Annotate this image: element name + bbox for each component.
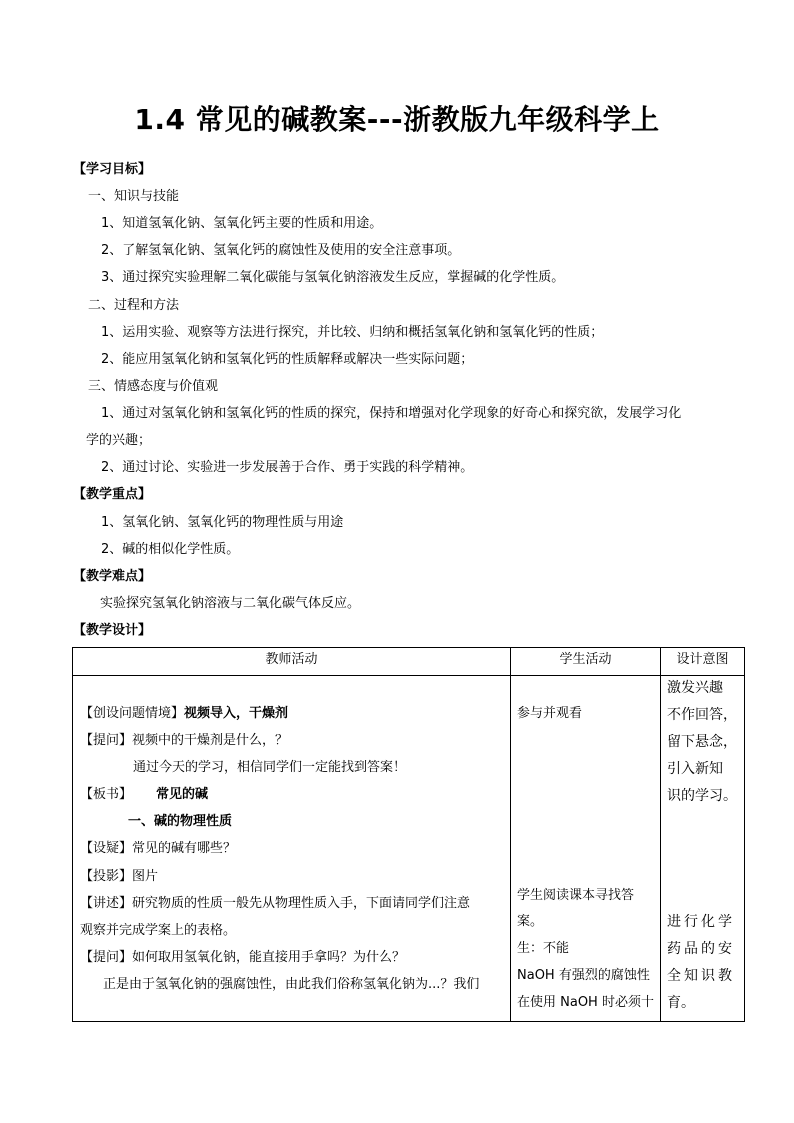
tag: 【创设问题情境】 (80, 706, 185, 721)
student-line: 案。 (517, 914, 544, 929)
difficulty-text: 实验探究氢氧化钠溶液与二氧化碳气体反应。 (100, 596, 361, 611)
attitude-item: 1、通过对氢氧化钠和氢氧化钙的性质的探究，保持和增强对化学现象的好奇心和探究欲，发展学习化 (101, 406, 682, 421)
tag: 【提问】 (80, 733, 133, 748)
intent-line: 识的学习。 (667, 788, 737, 804)
teacher-line (80, 733, 288, 749)
tag: 【设疑】 (80, 841, 133, 856)
knowledge-title: 一、知识与技能 (88, 189, 180, 204)
teacher-line (80, 950, 405, 966)
tag: 【讲述】 (80, 896, 133, 911)
intent-line: 引入新知 (667, 761, 723, 777)
tag: 【板书】 (80, 787, 133, 802)
teacher-line: 正是由于氢氧化钠的强腐蚀性，由此我们俗称氢氧化钠为...？我们 (103, 977, 480, 992)
line-text: 常见的碱 (156, 787, 209, 802)
lesson-design-table (72, 647, 745, 1022)
process-title: 二、过程和方法 (88, 298, 180, 313)
knowledge-item: 2、了解氢氧化钠、氢氧化钙的腐蚀性及使用的安全注意事项。 (101, 243, 461, 258)
line-text: 如何取用氢氧化钠，能直接用手拿吗？为什么？ (132, 950, 406, 965)
line-text: 常见的碱有哪些？ (132, 841, 237, 856)
line-text: 视频中的干燥剂是什么，？ (132, 733, 289, 748)
column-header-teacher: 教师活动 (73, 648, 511, 676)
keypoints-heading: 【教学重点】 (73, 487, 152, 502)
intent-line: 不作回答， (667, 707, 737, 723)
design-intent-cell (661, 676, 745, 1022)
design-heading: 【教学设计】 (73, 623, 152, 638)
teacher-line (80, 869, 158, 885)
intent-line: 激发兴趣 (667, 680, 723, 696)
intent-line: 进行化学 (667, 914, 735, 930)
student-line: NaOH 有强烈的腐蚀性 (517, 968, 650, 983)
student-line: 生：不能 (517, 941, 570, 956)
student-activity-cell (511, 676, 661, 1022)
intent-line: 药品的安 (667, 941, 735, 957)
teacher-activity-cell (73, 676, 511, 1022)
page-title: 1.4 常见的碱教案---浙教版九年级科学上 (134, 103, 660, 136)
intent-line: 留下悬念， (667, 734, 737, 750)
intent-line: 育。 (667, 995, 695, 1011)
difficulty-heading: 【教学难点】 (73, 569, 152, 584)
knowledge-item: 3、通过探究实验理解二氧化碳能与氢氧化钠溶液发生反应，掌握碱的化学性质。 (101, 270, 565, 285)
student-line: 在使用 NaOH 时必须十 (517, 995, 654, 1010)
table-header-row (73, 648, 745, 676)
teacher-line (80, 787, 208, 803)
line-text: 图片 (132, 869, 159, 884)
teacher-line (80, 706, 288, 722)
goals-heading: 【学习目标】 (73, 162, 152, 177)
knowledge-item: 1、知道氢氧化钠、氢氧化钙主要的性质和用途。 (101, 216, 383, 231)
teacher-line: 观察并完成学案上的表格。 (80, 923, 237, 938)
line-text: 研究物质的性质一般先从物理性质入手，下面请同学们注意 (132, 896, 471, 911)
teacher-line (80, 841, 236, 857)
column-header-student: 学生活动 (511, 648, 661, 676)
student-line: 学生阅读课本寻找答 (517, 888, 635, 903)
attitude-item: 2、通过讨论、实验进一步发展善于合作、勇于实践的科学精神。 (101, 460, 474, 475)
attitude-title: 三、情感态度与价值观 (88, 379, 219, 394)
process-item: 1、运用实验、观察等方法进行探究，并比较、归纳和概括氢氧化钠和氢氧化钙的性质； (101, 325, 604, 340)
keypoint-item: 1、氢氧化钠、氢氧化钙的物理性质与用途 (101, 515, 344, 530)
column-header-intent: 设计意图 (661, 648, 745, 676)
process-item: 2、能应用氢氧化钠和氢氧化钙的性质解释或解决一些实际问题； (101, 352, 474, 367)
keypoint-item: 2、碱的相似化学性质。 (101, 542, 240, 557)
table-row (73, 676, 745, 1022)
intent-line: 全知识教 (667, 968, 735, 984)
tag: 【提问】 (80, 950, 133, 965)
student-line: 参与并观看 (517, 706, 583, 721)
attitude-item-continued: 学的兴趣； (86, 433, 152, 448)
tag: 【投影】 (80, 869, 133, 884)
teacher-line: 一、碱的物理性质 (128, 814, 233, 829)
teacher-line: 通过今天的学习，相信同学们一定能找到答案！ (133, 760, 407, 775)
line-text: 视频导入，干燥剂 (184, 706, 289, 721)
teacher-line (80, 896, 470, 912)
